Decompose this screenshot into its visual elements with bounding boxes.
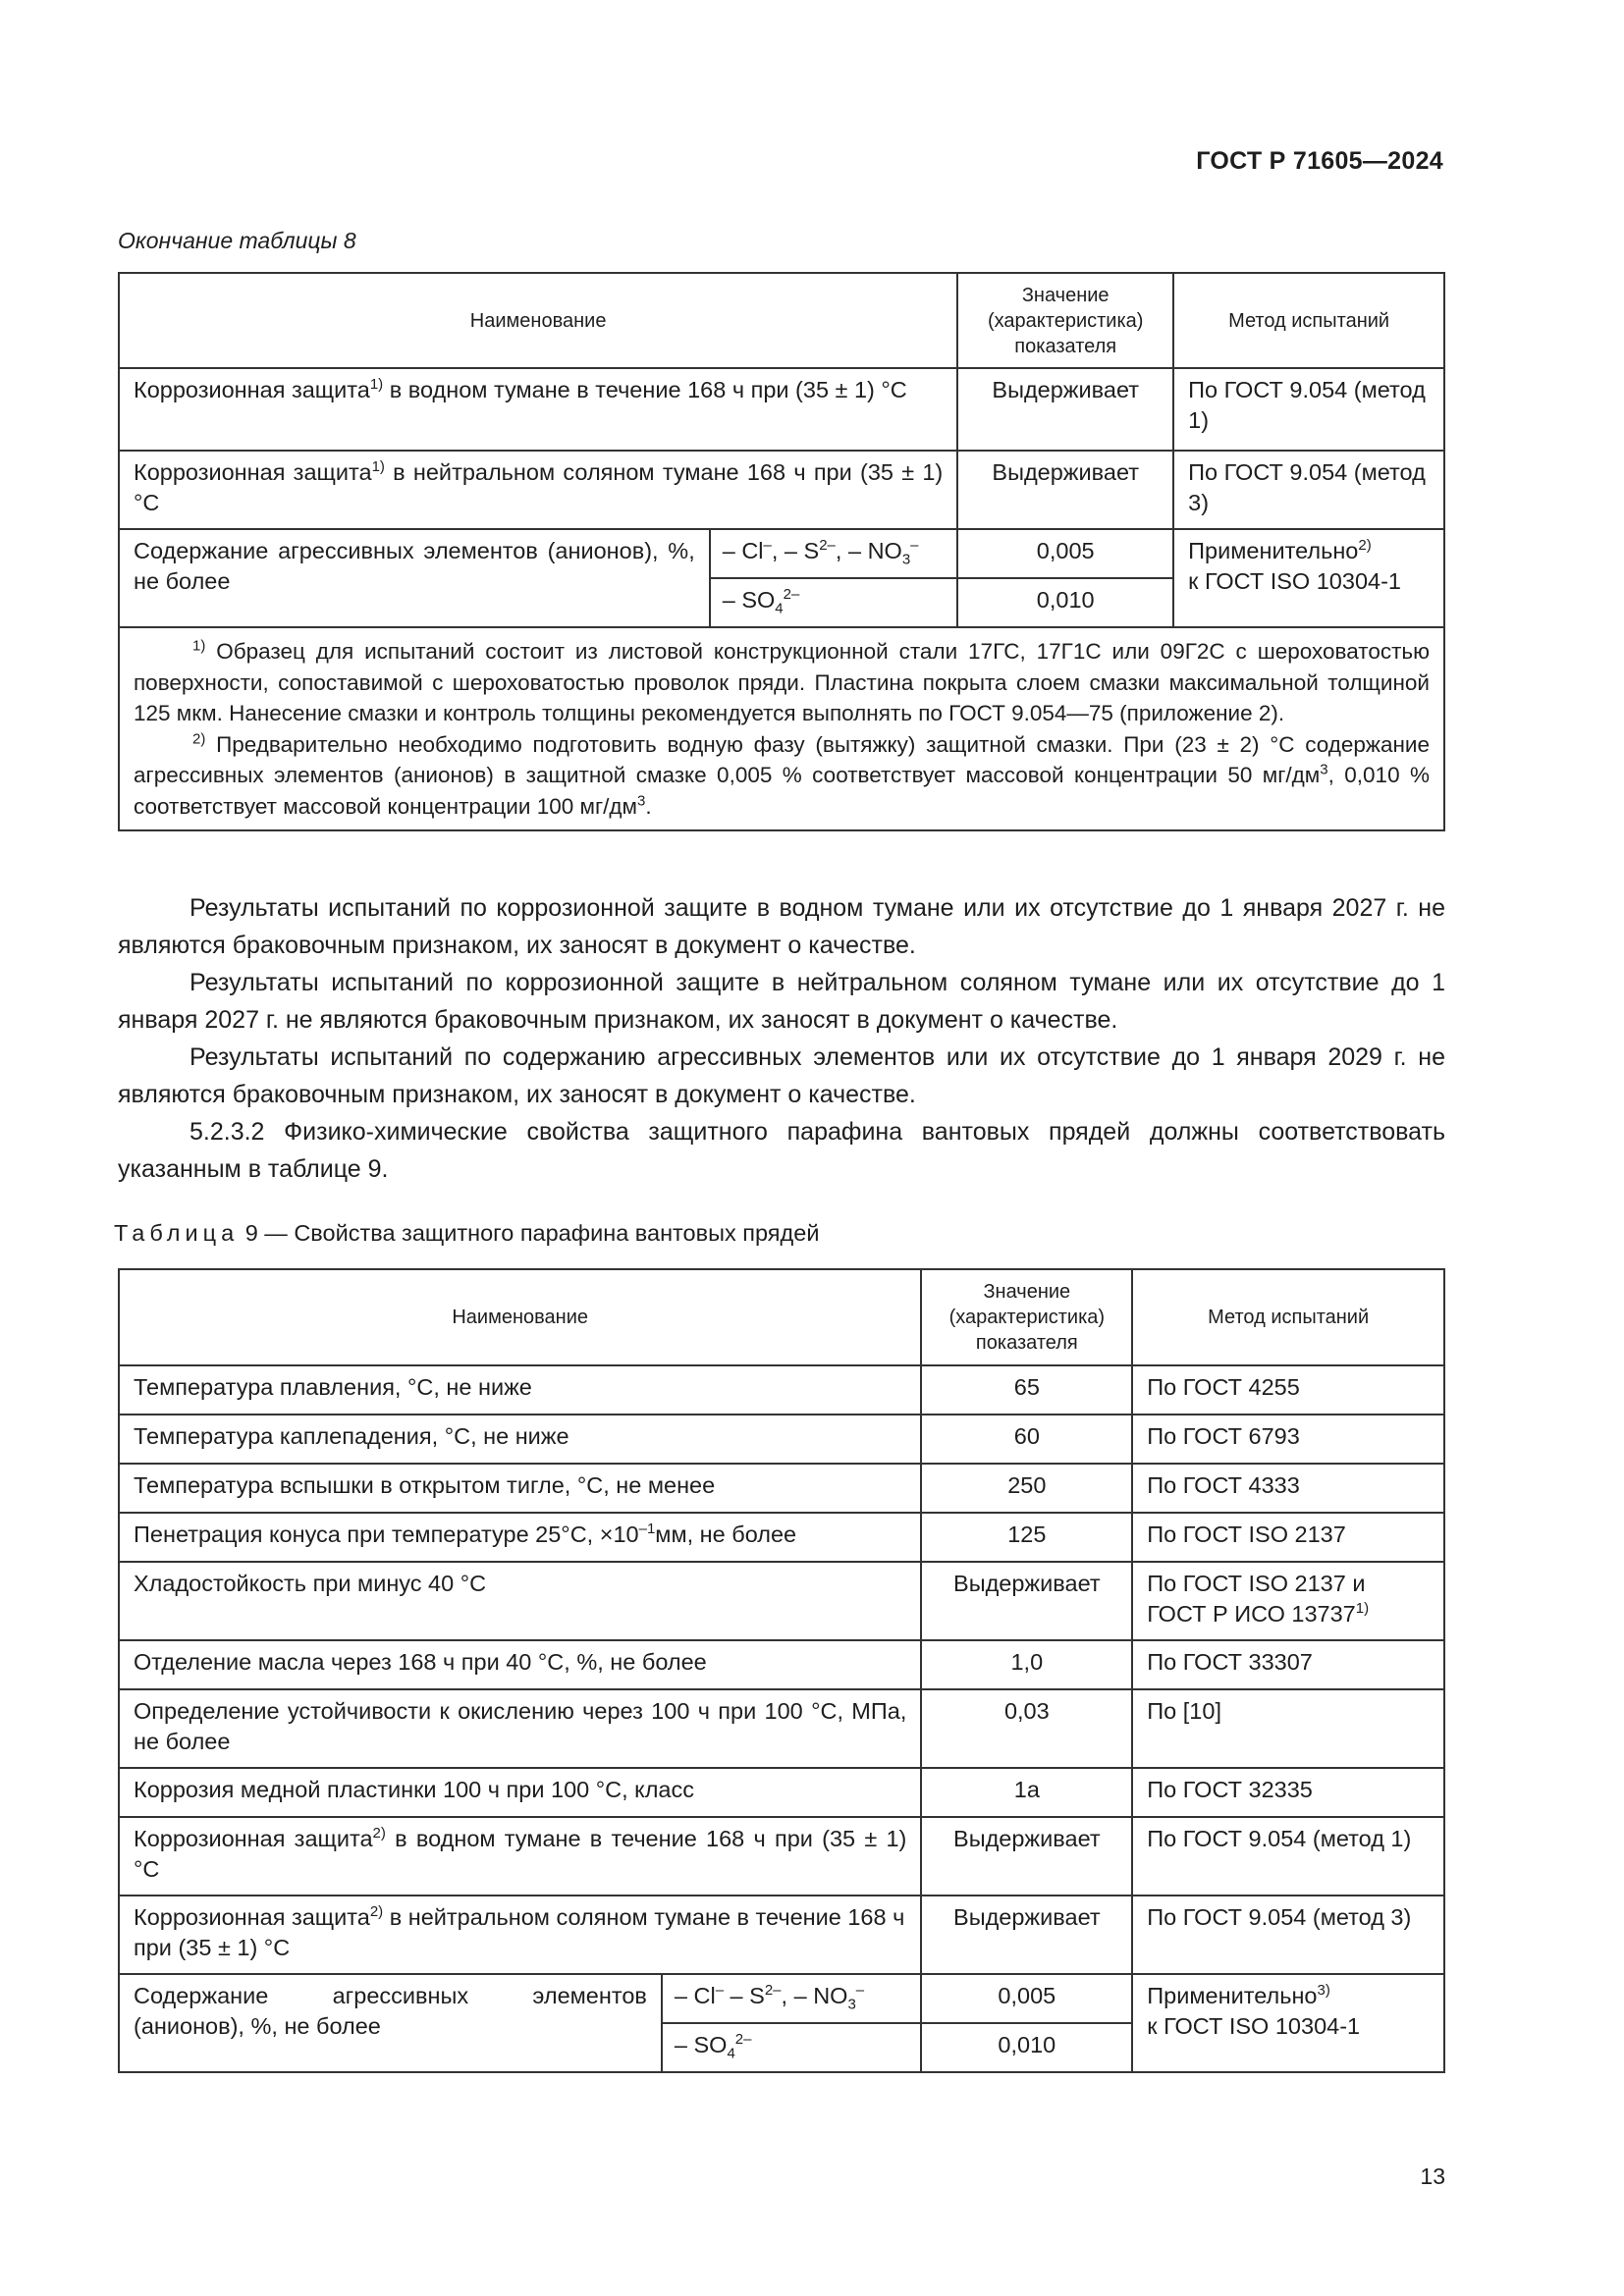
row-value: 0,03 (921, 1689, 1132, 1768)
anions-name: Содержание агрессивных элементов (анионов), %, не более (119, 1974, 662, 2072)
table-9 (118, 1268, 1445, 2073)
row-value: 65 (921, 1365, 1132, 1415)
row-name: Коррозионная защита$^{1)}$ в водном тумане в течение 168 ч при (35 ± 1) °С (119, 368, 957, 451)
page-number: 13 (1420, 2163, 1445, 2189)
anions-ion-1: – $Cl^- - S^{2-}$, – $NO_3^-$ (662, 1974, 921, 2023)
row-value: Выдерживает (957, 451, 1173, 529)
anions-value-1: 0,005 (921, 1974, 1132, 2023)
paragraph: Результаты испытаний по коррозионной защите в водном тумане или их отсутствие до 1 января 2027 г. не являются браковочным признаком, их заносят в документ о качестве. (118, 894, 1445, 959)
row-method: По ГОСТ 6793 (1132, 1415, 1444, 1464)
table-row (119, 368, 1444, 451)
table-row (119, 1640, 1444, 1689)
header-value: Значение (характеристика) показателя (921, 1269, 1132, 1365)
row-value: Выдерживает (921, 1562, 1132, 1640)
table-row (119, 1365, 1444, 1415)
table-row (119, 1415, 1444, 1464)
table-row (119, 1896, 1444, 1974)
table-row (119, 1562, 1444, 1640)
anions-value-1: 0,005 (957, 529, 1173, 578)
row-value: 60 (921, 1415, 1132, 1464)
header-name: Наименование (119, 1269, 921, 1365)
table-row (119, 1768, 1444, 1817)
row-value: Выдерживает (921, 1896, 1132, 1974)
row-name: Определение устойчивости к окислению через 100 ч при 100 °С, МПа, не более (119, 1689, 921, 1768)
anions-ion-2: – $SO_4^{2-}$ (710, 578, 958, 627)
paragraph: 5.2.3.2 Физико-химические свойства защитного парафина вантовых прядей должны соответствовать указанным в таблице 9. (118, 1118, 1445, 1183)
table-row (119, 1974, 1444, 2023)
header-value: Значение (характеристика) показателя (957, 273, 1173, 368)
row-method: По ГОСТ 4333 (1132, 1464, 1444, 1513)
paragraph: Результаты испытаний по коррозионной защите в нейтральном соляном тумане или их отсутствие до 1 января 2027 г. не являются браковочным признаком, их заносят в документ о качестве. (118, 969, 1445, 1034)
anions-method: Применительно$^{2)}$ к ГОСТ ISO 10304-1 (1173, 529, 1444, 627)
row-name: Пенетрация конуса при температуре 25°С, $\times 10^{-1}мм$, не более (119, 1513, 921, 1562)
anions-method: Применительно$^{3)}$ к ГОСТ ISO 10304-1 (1132, 1974, 1444, 2072)
table-row (119, 1464, 1444, 1513)
row-name: Температура плавления, °С, не ниже (119, 1365, 921, 1415)
row-method: По ГОСТ 9.054 (метод 1) (1132, 1817, 1444, 1896)
table-row (119, 1689, 1444, 1768)
row-name: Коррозионная защита$^{1)}$ в нейтральном соляном тумане 168 ч при (35 ± 1) °С (119, 451, 957, 529)
header-name: Наименование (119, 273, 957, 368)
paragraph: Результаты испытаний по содержанию агрессивных элементов или их отсутствие до 1 января 2029 г. не являются браковочным признаком, их заносят в документ о качестве. (118, 1043, 1445, 1108)
footnote-2: $^{2)}$ Предварительно необходимо подготовить водную фазу (вытяжку) защитной смазки. При (23 ± 2) °С содержание агрессивных элементов (анионов) в защитной смазке 0,005 % соответствует массовой концентрации 50 $мг/дм^3$, 0,010 % соответствует массовой концентрации 100 $мг/дм^3$. (134, 730, 1430, 819)
anions-value-2: 0,010 (957, 578, 1173, 627)
row-value: 125 (921, 1513, 1132, 1562)
row-method: По ГОСТ 9.054 (метод 1) (1173, 368, 1444, 451)
table-header-row (119, 1269, 1444, 1365)
row-name: Температура каплепадения, °С, не ниже (119, 1415, 921, 1464)
row-value: Выдерживает (957, 368, 1173, 451)
anions-ion-1: – Cl–, – $S^{2-}$, – $NO_3^-$ (710, 529, 958, 578)
table-notes (119, 627, 1444, 830)
table-row (119, 529, 1444, 578)
row-value: Выдерживает (921, 1817, 1132, 1896)
row-name: Хладостойкость при минус 40 °С (119, 1562, 921, 1640)
row-name: Температура вспышки в открытом тигле, °С, не менее (119, 1464, 921, 1513)
row-value: 1,0 (921, 1640, 1132, 1689)
row-method: По ГОСТ 9.054 (метод 3) (1132, 1896, 1444, 1974)
table-9-caption: Таблица 9 — Свойства защитного парафина вантовых прядей (114, 1220, 820, 1246)
table-8-continuation-caption: Окончание таблицы 8 (118, 228, 356, 253)
header-method: Метод испытаний (1132, 1269, 1444, 1365)
row-name: Отделение масла через 168 ч при 40 °С, %, не более (119, 1640, 921, 1689)
body-text (118, 889, 1445, 1188)
row-value: 250 (921, 1464, 1132, 1513)
anions-value-2: 0,010 (921, 2023, 1132, 2072)
table-notes-row (119, 627, 1444, 830)
row-method: По ГОСТ 32335 (1132, 1768, 1444, 1817)
header-method: Метод испытаний (1173, 273, 1444, 368)
row-method: По ГОСТ 9.054 (метод 3) (1173, 451, 1444, 529)
table-row (119, 1513, 1444, 1562)
row-name: Коррозия медной пластинки 100 ч при 100 °С, класс (119, 1768, 921, 1817)
row-method: По [10] (1132, 1689, 1444, 1768)
row-name: Коррозионная защита$^{2)}$ в водном тумане в течение 168 ч при (35 ± 1) °С (119, 1817, 921, 1896)
row-method: По ГОСТ 4255 (1132, 1365, 1444, 1415)
table-8 (118, 272, 1445, 831)
document-code: ГОСТ Р 71605—2024 (1196, 147, 1443, 175)
anions-ion-2: – $SO_4^{2-}$ (662, 2023, 921, 2072)
row-name: Коррозионная защита$^{2)}$ в нейтральном соляном тумане в течение 168 ч при (35 ± 1) °С (119, 1896, 921, 1974)
footnote-1: $^{1)}$ Образец для испытаний состоит из листовой конструкционной стали 17ГС, 17Г1С или 09Г2С с шероховатостью поверхности, сопоставимой с шероховатостью проволок пряди. Пластина покрыта слоем смазки максимальной толщиной 125 мкм. Нанесение смазки и контроль толщины рекомендуется выполнять по ГОСТ 9.054—75 (приложение 2). (134, 637, 1430, 725)
anions-name: Содержание агрессивных элементов (анионов), %, не более (119, 529, 710, 627)
table-row (119, 451, 1444, 529)
row-method: По ГОСТ 33307 (1132, 1640, 1444, 1689)
row-value: 1а (921, 1768, 1132, 1817)
row-method: По ГОСТ ISO 2137 (1132, 1513, 1444, 1562)
table-header-row (119, 273, 1444, 368)
table-row (119, 1817, 1444, 1896)
row-method: По ГОСТ ISO 2137 и ГОСТ Р ИСО 13737$^{1)}$ (1132, 1562, 1444, 1640)
